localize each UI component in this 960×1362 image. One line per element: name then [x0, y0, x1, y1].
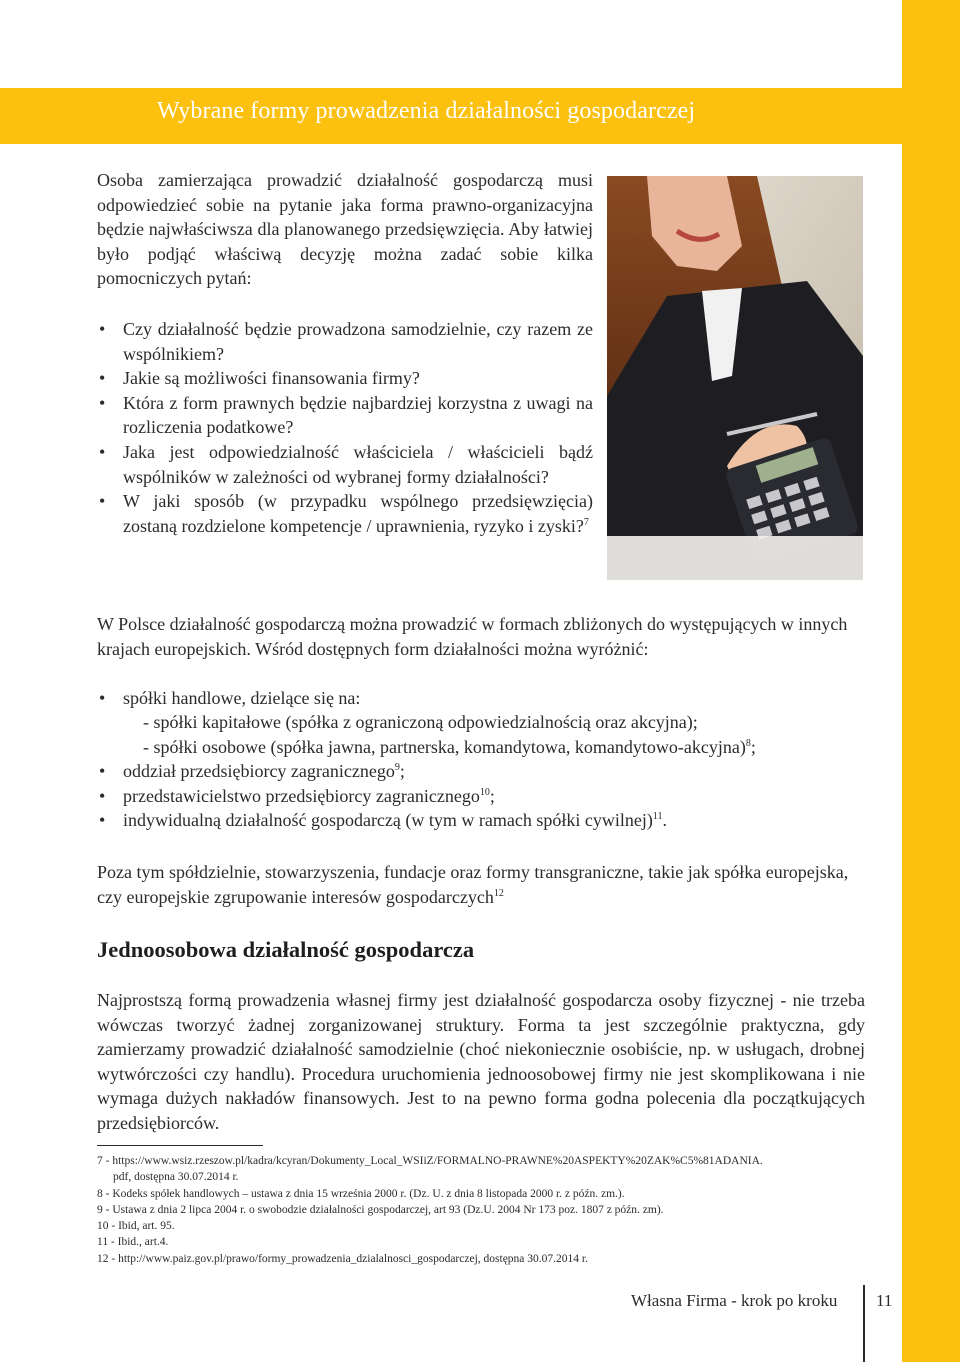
list-item-text: indywidualną działalność gospodarczą (w tym w ramach spółki cywilnej) — [123, 810, 653, 831]
photo-illustration — [607, 176, 863, 580]
side-accent-bar — [902, 0, 960, 1362]
other-forms-paragraph — [97, 860, 865, 909]
intro-paragraph: Osoba zamierzająca prowadzić działalność gospodarczą musi odpowiedzieć sobie na pytanie jaka forma prawno-organizacyjna będzie najwłaściwsza dla planowanego przedsięwzięcia. Aby łatwiej było podjąć właściwą decyzję można zadać sobie kilka pomocniczych pytań: — [97, 170, 593, 288]
punctuation: ; — [489, 785, 495, 806]
footnote-8: 8 - Kodeks spółek handlowych – ustawa z dnia 15 września 2000 r. (Dz. U. z dnia 8 listopada 2000 r. z późn. zm.). — [97, 1187, 625, 1200]
list-item-text: W jaki sposób (w przypadku wspólnego przedsięwzięcia) zostaną rozdzielone kompetencje / uprawnienia, ryzyko i zyski? — [123, 491, 593, 536]
footnote-divider — [97, 1145, 263, 1146]
footnote-7-continued: pdf, dostępna 30.07.2014 r. — [113, 1171, 239, 1184]
list-item-text: oddział przedsiębiorcy zagranicznego — [123, 761, 395, 782]
page-number: 11 — [876, 1291, 893, 1310]
footnote-11: 11 - Ibid., art.4. — [97, 1236, 169, 1249]
business-forms-list — [97, 686, 865, 832]
title-banner — [0, 88, 902, 144]
footnote-ref: 8 — [745, 737, 751, 749]
sub-list-item — [97, 735, 865, 759]
businesswoman-calculator-photo — [607, 176, 863, 580]
list-item-text: przedstawicielstwo przedsiębiorcy zagranicznego — [123, 785, 480, 806]
footnote-10: 10 - Ibid, art. 95. — [97, 1220, 175, 1233]
punctuation: ; — [399, 761, 405, 782]
list-item — [97, 784, 865, 808]
list-item: • Jaka jest odpowiedzialność właściciela / właścicieli bądź wspólników w zależności od wybranej formy działalności? — [97, 440, 593, 489]
punctuation: ; — [750, 736, 756, 757]
question-list — [97, 317, 593, 538]
footnote-7: 7 - https://www.wsiz.rzeszow.pl/kadra/kcyran/Dokumenty_Local_WSIiZ/FORMALNO-PRAWNE%20ASPEKTY%20ZAK%C5%81ADANIA. — [97, 1155, 763, 1167]
list-item: • spółki handlowe, dzielące się na: — [97, 686, 865, 710]
footnote-9: 9 - Ustawa z dnia 2 lipca 2004 r. o swobodzie działalności gospodarczej, art 93 (Dz.U. 2004 Nr 173 poz. 1807 z późn. zm). — [97, 1203, 664, 1216]
sole-proprietorship-paragraph: Najprostszą formą prowadzenia własnej firmy jest działalność gospodarcza osoby fizycznej - nie trzeba wówczas tworzyć żadnej zorganizowanej struktury. Forma ta jest szczególnie praktyczna, gdy zamierzamy prowadzić działalność samodzielnie (choć niekoniecznie osobiście, np. w usługach, drobnej wytwórczości czy handlu). Procedura uruchomienia jednoosobowej firmy nie jest skomplikowana i nie wymaga dużych nakładów finansowych. Jest to na pewno forma godna polecenia dla początkujących przedsiębiorców. — [97, 990, 865, 1133]
footnote-ref: 12 — [493, 887, 504, 899]
list-item: • Która z form prawnych będzie najbardziej korzystna z uwagi na rozliczenia podatkowe? — [97, 391, 593, 440]
sub-list-item: - spółki kapitałowe (spółka z ograniczoną odpowiedzialnością oraz akcyjna); — [143, 712, 698, 733]
list-item — [97, 808, 865, 832]
list-item: • Czy działalność będzie prowadzona samodzielnie, czy razem ze wspólnikiem? — [97, 317, 593, 366]
list-item: • Jakie są możliwości finansowania firmy? — [97, 366, 593, 391]
list-item — [97, 759, 865, 783]
footnote-ref: 10 — [479, 786, 490, 798]
footnotes — [97, 1153, 877, 1267]
footer-title: Własna Firma - krok po kroku — [631, 1291, 838, 1310]
paragraph-text: Poza tym spółdzielnie, stowarzyszenia, fundacje oraz formy transgraniczne, takie jak spółka europejska, czy europejskie zgrupowanie interesów gospodarczych — [97, 862, 849, 907]
forms-intro-paragraph: W Polsce działalność gospodarczą można prowadzić w formach zbliżonych do występujących w innych krajach europejskich. Wśród dostępnych form działalności można wyróżnić: — [97, 614, 848, 659]
punctuation: . — [662, 810, 667, 831]
footnote-ref: 11 — [652, 811, 663, 823]
page-title: Wybrane formy prowadzenia działalności gospodarczej — [157, 98, 696, 124]
section-heading: Jednoosobowa działalność gospodarcza — [97, 937, 475, 962]
list-item — [97, 489, 593, 538]
footnote-ref: 7 — [583, 516, 589, 528]
footer-divider — [863, 1285, 865, 1362]
footnote-12: 12 - http://www.paiz.gov.pl/prawo/formy_prowadzenia_dzialalnosci_gospodarczej, dostępna 30.07.2014 r. — [97, 1252, 588, 1265]
footnote-ref: 9 — [394, 762, 400, 774]
sub-list-item-text: - spółki osobowe (spółka jawna, partnerska, komandytowa, komandytowo-akcyjna) — [143, 736, 746, 757]
